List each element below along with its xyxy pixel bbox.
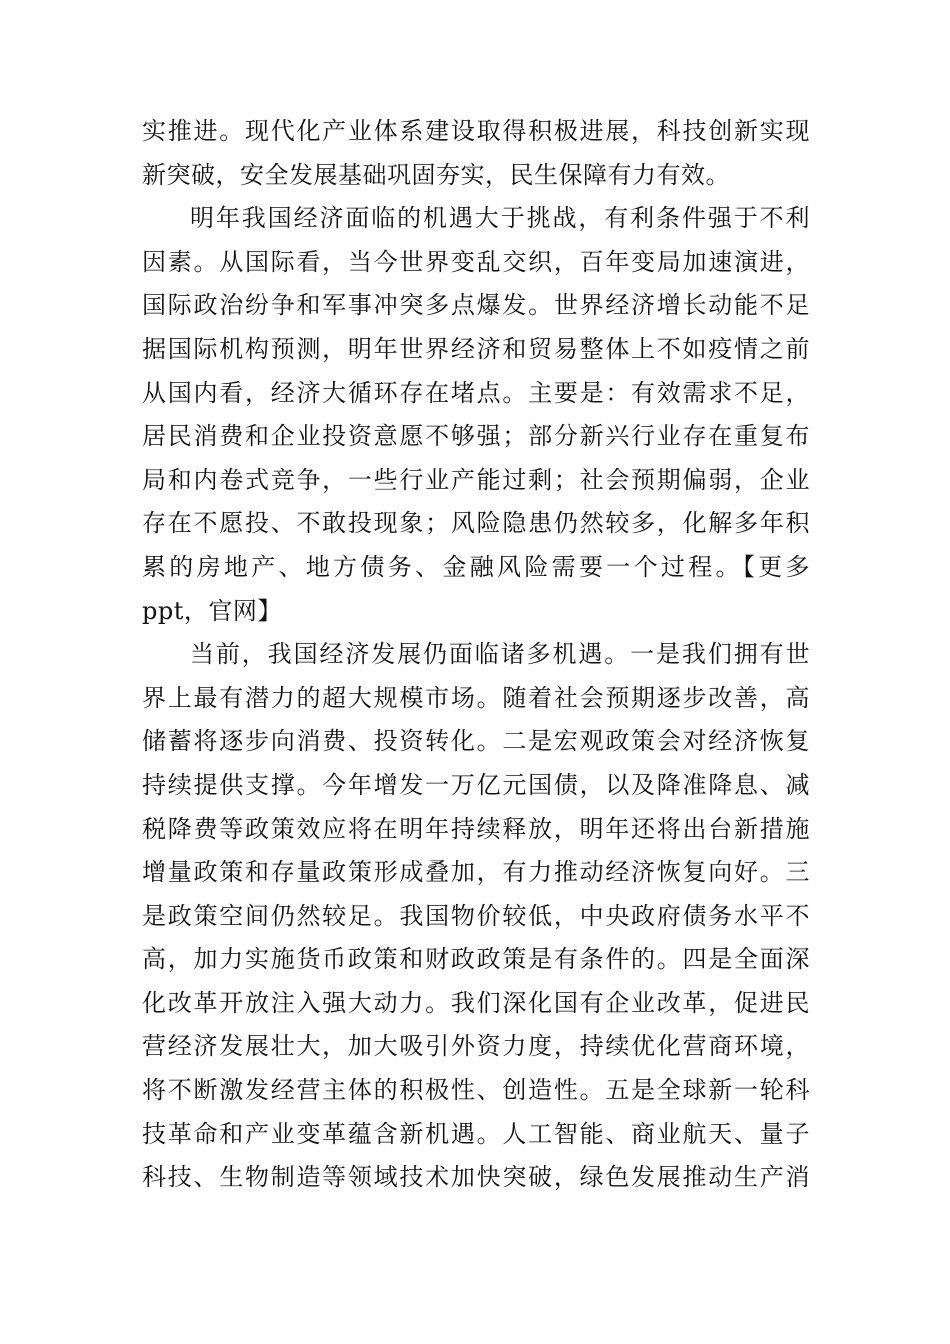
text-line: 国际政治纷争和军事冲突多点爆发。世界经济增长动能不足 bbox=[142, 291, 810, 320]
text-line: 技革命和产业变革蕴含新机遇。人工智能、商业航天、量子 bbox=[142, 1119, 810, 1148]
text-line: 高，加力实施货币政策和财政政策是有条件的。四是全面深 bbox=[142, 945, 810, 974]
text-line: 界上最有潜力的超大规模市场。随着社会预期逐步改善，高 bbox=[142, 683, 810, 712]
text-line: 实推进。现代化产业体系建设取得积极进展，科技创新实现 bbox=[142, 117, 810, 145]
text-line: 营经济发展壮大，加大吸引外资力度，持续优化营商环境， bbox=[142, 1032, 810, 1061]
text-line: 累的房地产、地方债务、金融风险需要一个过程。【更多 bbox=[142, 552, 810, 581]
text-line: 因素。从国际看，当今世界变乱交织，百年变局加速演进， bbox=[142, 247, 810, 276]
text-line: 明年我国经济面临的机遇大于挑战，有利条件强于不利 bbox=[190, 204, 810, 233]
text-line: 从国内看，经济大循环存在堵点。主要是：有效需求不足， bbox=[142, 378, 810, 407]
text-line: 持续提供支撑。今年增发一万亿元国债，以及降准降息、减 bbox=[142, 770, 810, 799]
text-line: 科技、生物制造等领域技术加快突破，绿色发展推动生产消 bbox=[142, 1163, 810, 1192]
text-line: 是政策空间仍然较足。我国物价较低，中央政府债务水平不 bbox=[142, 901, 810, 930]
text-line: 将不断激发经营主体的积极性、创造性。五是全球新一轮科 bbox=[142, 1076, 810, 1105]
text-line: 新突破，安全发展基础巩固夯实，民生保障有力有效。 bbox=[142, 160, 730, 189]
text-line: 储蓄将逐步向消费、投资转化。二是宏观政策会对经济恢复 bbox=[142, 727, 810, 756]
text-line: 当前，我国经济发展仍面临诸多机遇。一是我们拥有世 bbox=[190, 640, 810, 669]
text-line: 居民消费和企业投资意愿不够强；部分新兴行业存在重复布 bbox=[142, 422, 810, 451]
text-line: 据国际机构预测，明年世界经济和贸易整体上不如疫情之前 bbox=[142, 334, 810, 363]
document-body bbox=[142, 110, 810, 1200]
text-line: 局和内卷式竞争，一些行业产能过剩；社会预期偏弱，企业 bbox=[142, 465, 810, 494]
text-line: 增量政策和存量政策形成叠加，有力推动经济恢复向好。三 bbox=[142, 858, 810, 887]
text-line: 税降费等政策效应将在明年持续释放，明年还将出台新措施 bbox=[142, 814, 810, 843]
text-line: ppt，官网】 bbox=[142, 596, 282, 625]
text-line: 存在不愿投、不敢投现象；风险隐患仍然较多，化解多年积 bbox=[142, 509, 810, 538]
text-line: 化改革开放注入强大动力。我们深化国有企业改革，促进民 bbox=[142, 988, 810, 1017]
